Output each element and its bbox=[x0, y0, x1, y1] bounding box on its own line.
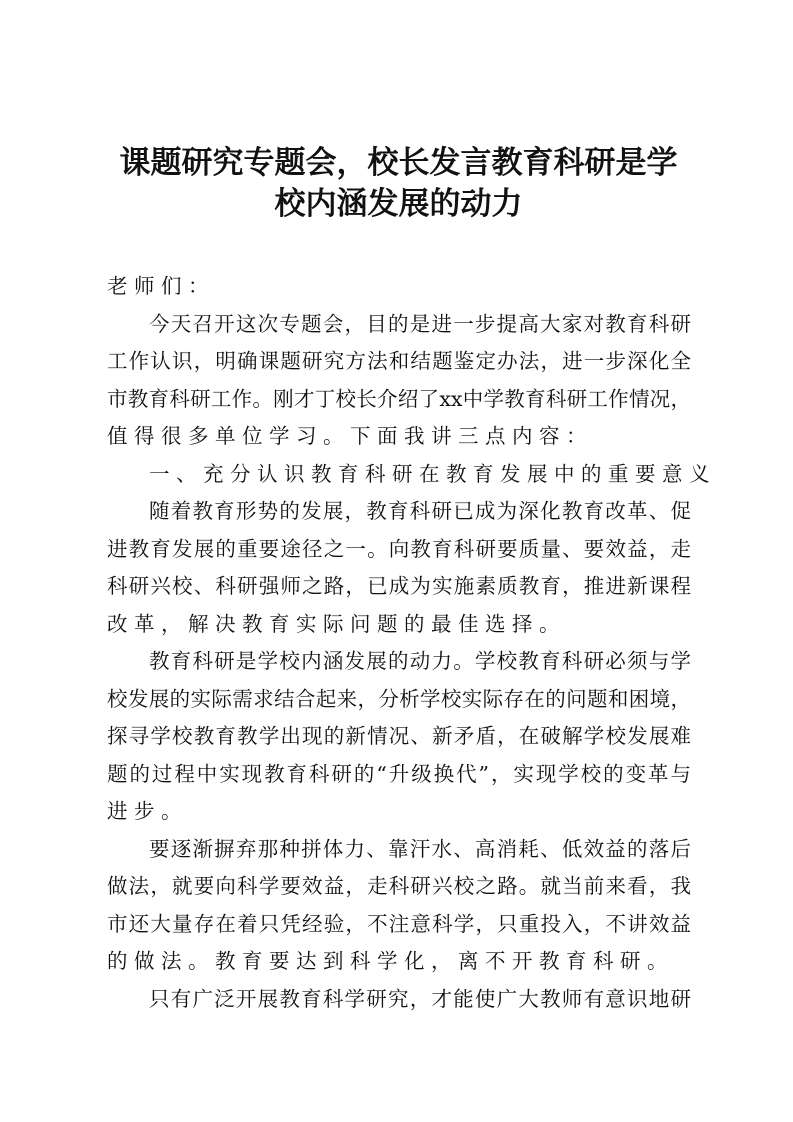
paragraph-line: 市教育科研工作。刚才丁校长介绍了xx中学教育科研工作情况， bbox=[107, 386, 691, 411]
paragraph-line: 改革，解决教育实际问题的最佳选择。 bbox=[107, 611, 566, 636]
paragraph-line: 随着教育形势的发展，教育科研已成为深化教育改革、促 bbox=[149, 499, 691, 523]
paragraph-line: 教育科研是学校内涵发展的动力。学校教育科研必须与学 bbox=[149, 649, 691, 673]
paragraph-line: 值得很多单位学习。下面我讲三点内容： bbox=[107, 424, 593, 448]
paragraph-line: 进步。 bbox=[107, 799, 188, 823]
document-body bbox=[107, 268, 716, 1018]
section-heading: 一、充分认识教育科研在教育发展中的重要意义 bbox=[149, 461, 716, 486]
paragraph-line: 工作认识，明确课题研究方法和结题鉴定办法，进一步深化全 bbox=[107, 349, 691, 373]
paragraph-line: 进教育发展的重要途径之一。向教育科研要质量、要效益，走 bbox=[107, 536, 691, 561]
paragraph-line: 探寻学校教育教学出现的新情况、新矛盾，在破解学校发展难 bbox=[107, 724, 691, 748]
paragraph-line: 市还大量存在着只凭经验，不注意科学，只重投入，不讲效益 bbox=[107, 911, 691, 936]
paragraph-line: 校发展的实际需求结合起来，分析学校实际存在的问题和困境， bbox=[107, 686, 691, 711]
paragraph-line: 题的过程中实现教育科研的“升级换代”，实现学校的变革与 bbox=[107, 761, 691, 786]
paragraph-line: 的做法。教育要达到科学化，离不开教育科研。 bbox=[107, 949, 674, 973]
paragraph-line: 今天召开这次专题会，目的是进一步提高大家对教育科研 bbox=[149, 311, 691, 336]
document-title bbox=[100, 143, 697, 225]
title-line: 校内涵发展的动力 bbox=[274, 186, 523, 222]
paragraph-line: 科研兴校、科研强师之路，已成为实施素质教育，推进新课程 bbox=[107, 574, 691, 598]
paragraph-line: 做法，就要向科学要效益，走科研兴校之路。就当前来看，我 bbox=[107, 874, 691, 898]
paragraph-line: 要逐渐摒弃那种拼体力、靠汗水、高消耗、低效益的落后 bbox=[149, 836, 691, 861]
greeting: 老师们： bbox=[107, 274, 215, 298]
title-line: 课题研究专题会，校长发言教育科研是学 bbox=[119, 145, 678, 181]
paragraph-line: 只有广泛开展教育科学研究，才能使广大教师有意识地研 bbox=[149, 986, 691, 1011]
